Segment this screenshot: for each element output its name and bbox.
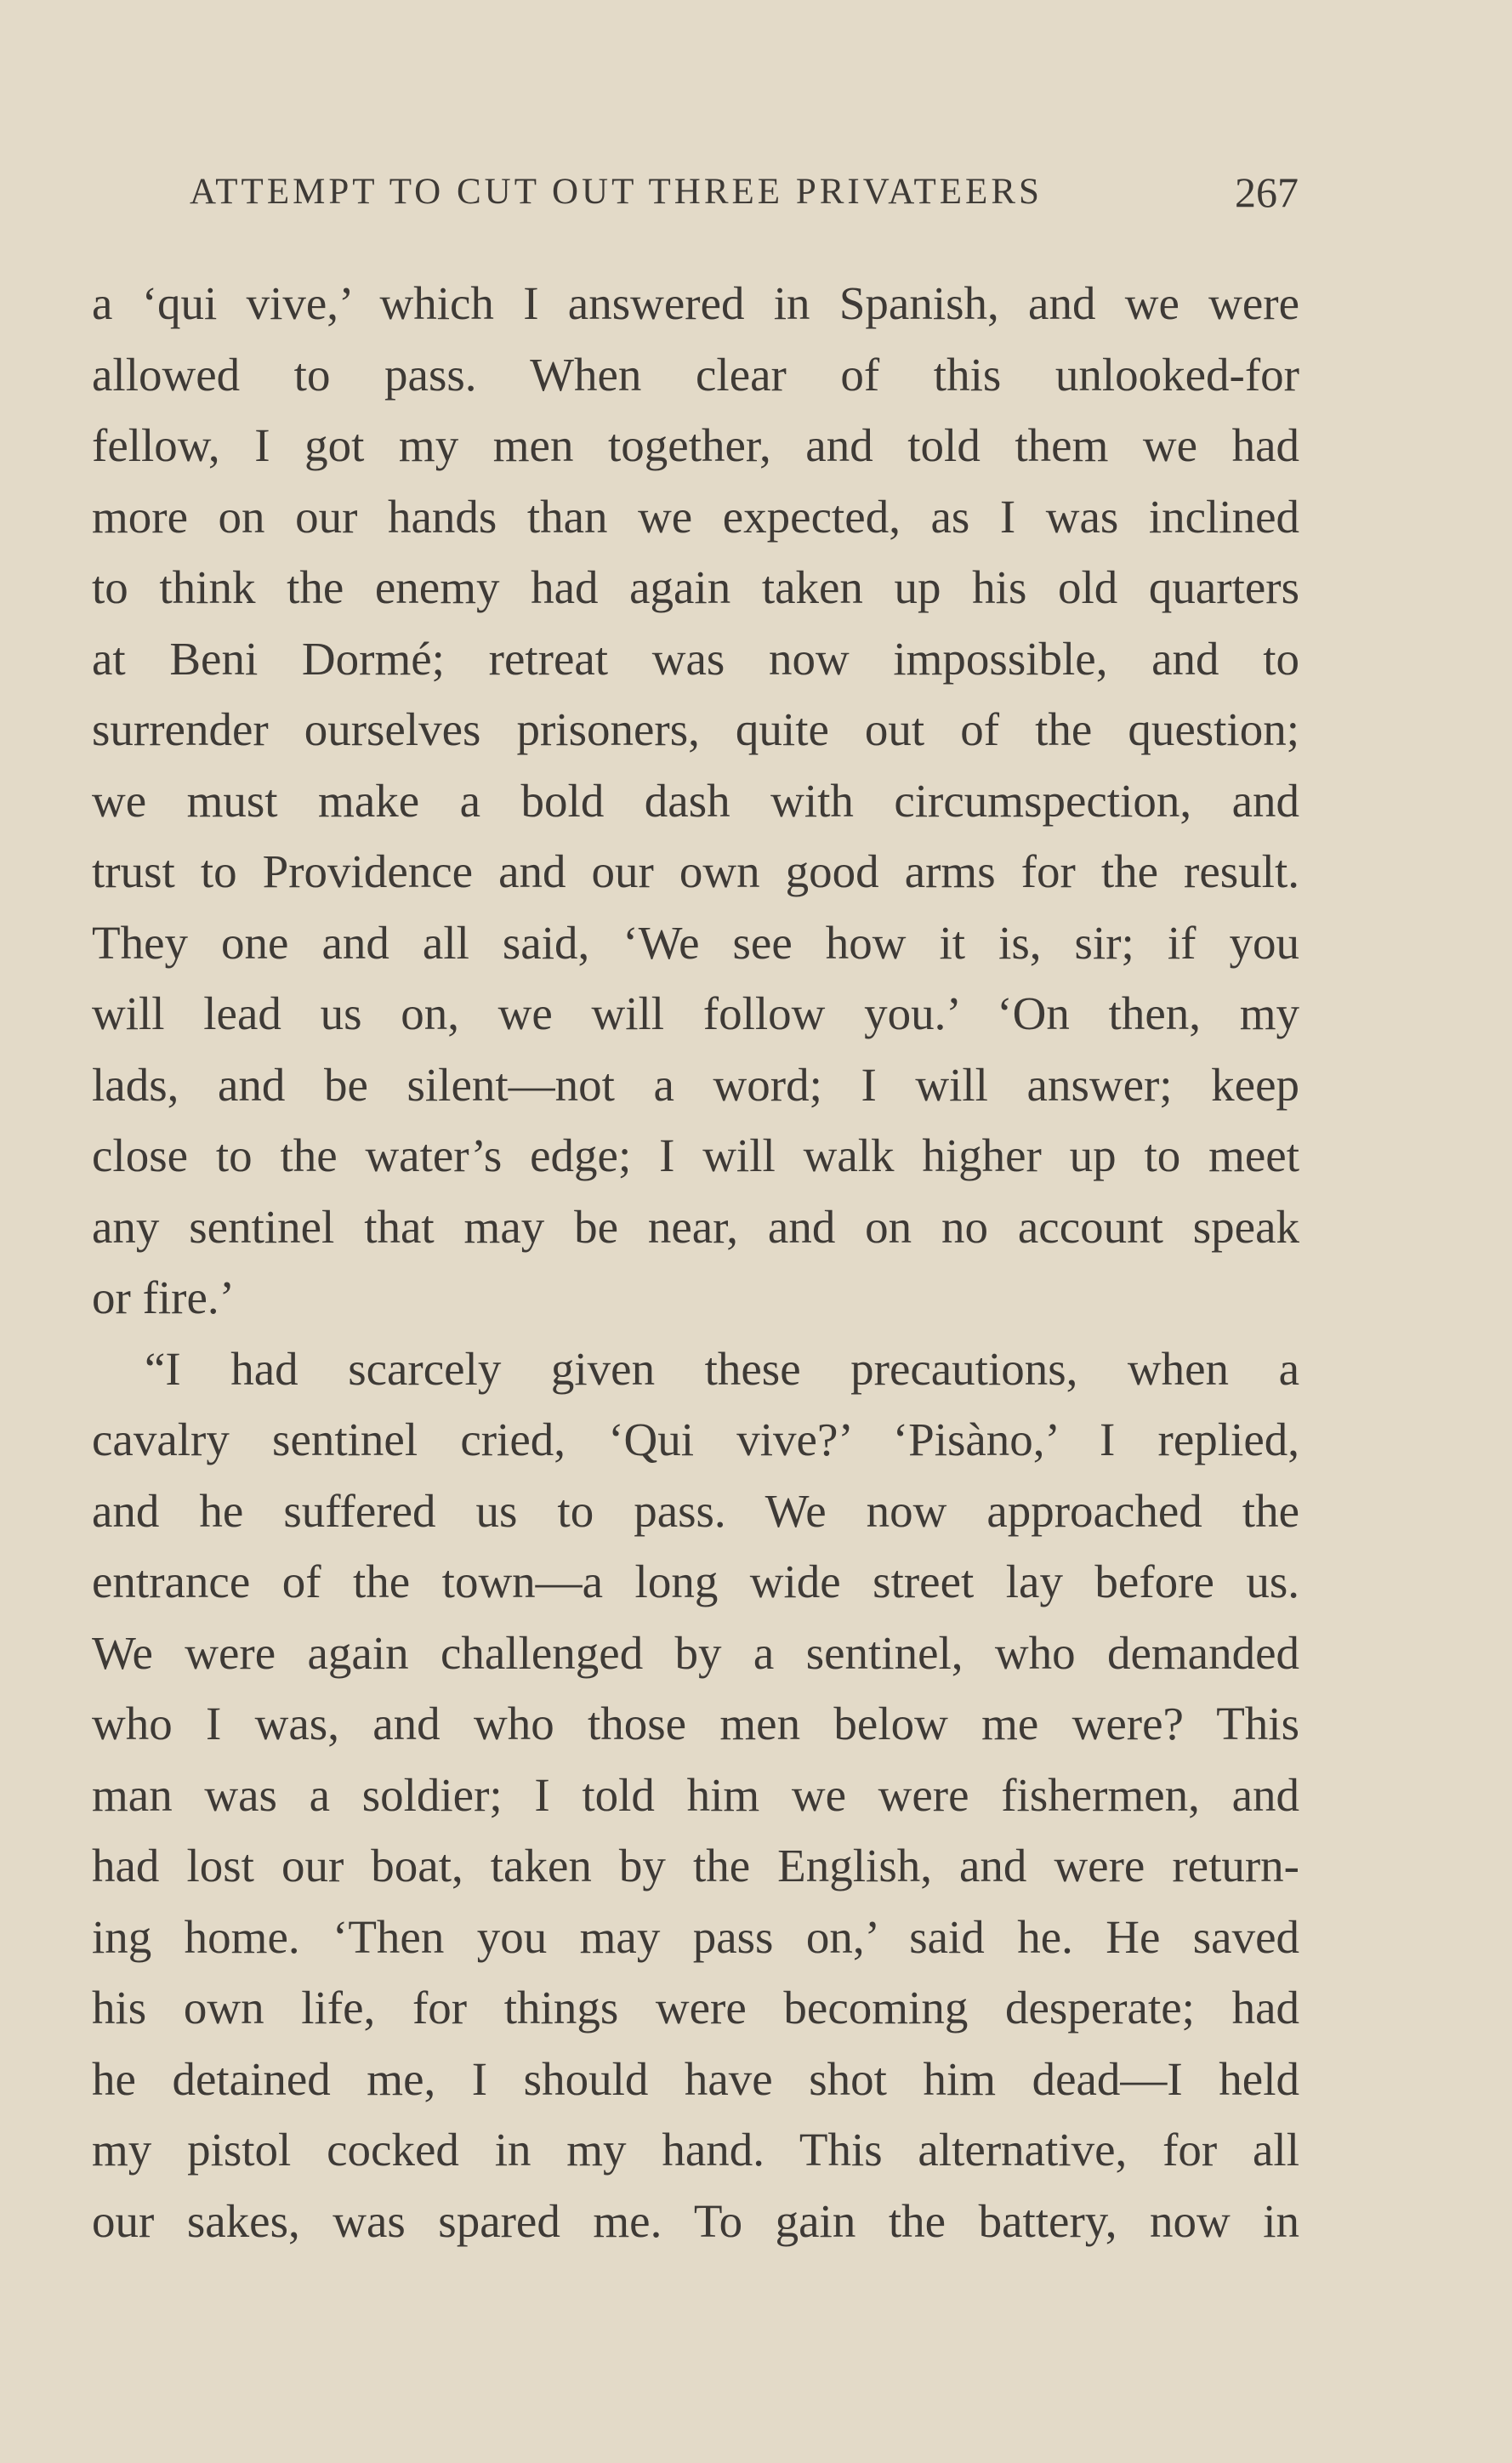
text-line: a ‘qui vive,’ which I answered in Spanish, and we were — [92, 277, 1299, 329]
text-line: he detained me, I should have shot him dead—I held — [92, 2052, 1299, 2105]
text-line: lads, and be silent—not a word; I will answer; keep — [92, 1058, 1299, 1111]
text-line: to think the enemy had again taken up his old quarters — [92, 561, 1299, 613]
text-line: We were again challenged by a sentinel, who demanded — [92, 1626, 1299, 1679]
text-line: and he suffered us to pass. We now approached the — [92, 1484, 1299, 1537]
text-line: our sakes, was spared me. To gain the battery, now in — [92, 2194, 1299, 2247]
text-line: my pistol cocked in my hand. This alternative, for all — [92, 2124, 1299, 2176]
text-line: surrender ourselves prisoners, quite out of the question; — [92, 703, 1299, 755]
text-line: we must make a bold dash with circumspection, and — [92, 774, 1299, 827]
text-line: fellow, I got my men together, and told them we had — [92, 419, 1299, 471]
page-number: 267 — [1235, 168, 1299, 216]
text-line: cavalry sentinel cried, ‘Qui vive?’ ‘Pisàno,’ I replied, — [92, 1414, 1299, 1465]
text-line: at Beni Dormé; retreat was now impossible, and to — [92, 632, 1299, 685]
text-line: close to the water’s edge; I will walk higher up to meet — [92, 1129, 1299, 1181]
text-line: “I had scarcely given these precautions, when a — [145, 1342, 1299, 1395]
text-line: will lead us on, we will follow you.’ ‘On then, my — [92, 987, 1299, 1039]
body-text — [92, 268, 1299, 2256]
running-head — [190, 167, 1299, 218]
text-line: more on our hands than we expected, as I was inclined — [92, 490, 1299, 543]
text-line: They one and all said, ‘We see how it is, sir; if you — [92, 916, 1299, 969]
text-line: any sentinel that may be near, and on no account speak — [92, 1200, 1299, 1253]
text-line: trust to Providence and our own good arms for the result. — [92, 845, 1299, 897]
text-line: allowed to pass. When clear of this unlooked-for — [92, 348, 1299, 401]
running-title: ATTEMPT TO CUT OUT THREE PRIVATEERS — [190, 172, 1043, 212]
text-line: his own life, for things were becoming desperate; had — [92, 1982, 1299, 2034]
text-line: ing home. ‘Then you may pass on,’ said he. He saved — [92, 1910, 1299, 1963]
text-line: or fire.’ — [92, 1271, 235, 1323]
text-line: who I was, and who those men below me were? This — [92, 1698, 1299, 1749]
text-line: entrance of the town—a long wide street lay before us. — [92, 1556, 1299, 1607]
text-line: had lost our boat, taken by the English, and were return- — [92, 1840, 1299, 1891]
text-line: man was a soldier; I told him we were fishermen, and — [92, 1768, 1299, 1821]
